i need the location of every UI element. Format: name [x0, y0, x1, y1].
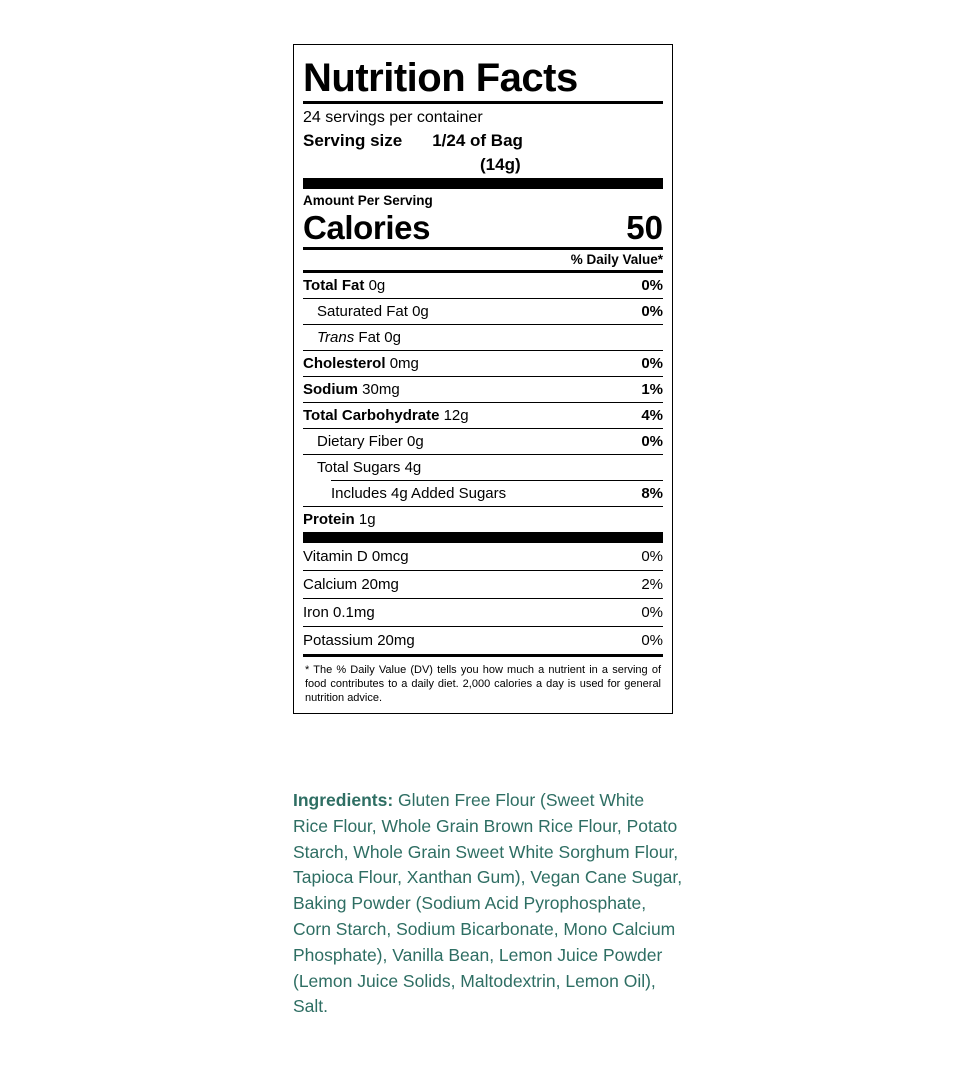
amount-per-serving-label: Amount Per Serving	[303, 193, 433, 208]
vitamin-dv: 0%	[641, 632, 663, 649]
nutrient-dv: 0%	[641, 433, 663, 450]
table-row	[303, 429, 663, 454]
calories-value: 50	[626, 209, 663, 246]
panel-title: Nutrition Facts	[303, 56, 578, 100]
table-row	[303, 481, 663, 506]
nutrient-name: Total Fat	[303, 277, 365, 294]
ingredients-block	[293, 788, 683, 1020]
nutrient-amount: 1g	[358, 511, 376, 528]
nutrient-dv: 0%	[641, 355, 663, 372]
calories-top-divider	[303, 178, 663, 189]
table-row	[303, 571, 663, 598]
nutrient-name: Dietary Fiber	[317, 433, 403, 450]
nutrient-dv: 0%	[641, 303, 663, 320]
vitamin-dv: 0%	[641, 604, 663, 621]
vitamin-name: Vitamin D 0mcg	[303, 548, 409, 565]
nutrient-amount: 0mg	[389, 355, 419, 372]
nutrient-amount: Fat 0g	[358, 329, 401, 346]
nutrient-name: Protein	[303, 511, 355, 528]
table-row	[303, 403, 663, 428]
table-row	[303, 273, 663, 298]
vitamin-dv: 2%	[641, 576, 663, 593]
nutrient-dv: 8%	[641, 485, 663, 502]
table-row	[303, 599, 663, 626]
servings-per-container: 24 servings per container	[303, 109, 483, 126]
nutrient-name: Cholesterol	[303, 355, 386, 372]
vitamin-name: Calcium 20mg	[303, 576, 399, 593]
vitamin-name: Potassium 20mg	[303, 632, 415, 649]
nutrient-amount: 4g	[404, 459, 422, 476]
table-row	[303, 299, 663, 324]
nutrient-dv: 4%	[641, 407, 663, 424]
nutrient-name: Sodium	[303, 381, 358, 398]
nutrient-amount: 12g	[443, 407, 469, 424]
nutrient-name: Total Sugars	[317, 459, 401, 476]
nutrient-name: Includes 4g Added Sugars	[331, 485, 507, 502]
calories-row	[303, 209, 663, 247]
daily-value-header: % Daily Value*	[570, 252, 663, 267]
table-row	[303, 325, 663, 350]
nutrient-amount: 0g	[412, 303, 429, 320]
serving-size-weight: (14g)	[480, 155, 521, 174]
nutrient-dv: 1%	[641, 381, 663, 398]
nutrient-amount: 30mg	[362, 381, 400, 398]
serving-size-row	[303, 130, 663, 154]
ingredients-heading: Ingredients:	[293, 790, 394, 810]
nutrient-amount: 0g	[407, 433, 424, 450]
table-row	[303, 377, 663, 402]
vitamin-dv: 0%	[641, 548, 663, 565]
serving-size-label: Serving size	[303, 131, 403, 150]
table-row	[303, 543, 663, 570]
nutrient-name: Total Carbohydrate	[303, 407, 440, 424]
vitamins-top-divider	[303, 532, 663, 543]
nutrient-dv: 0%	[641, 277, 663, 294]
calories-label: Calories	[303, 209, 431, 246]
nutrition-facts-panel	[293, 44, 673, 714]
nutrient-amount: 0g	[368, 277, 386, 294]
table-row	[303, 627, 663, 654]
table-row	[303, 455, 663, 480]
nutrient-name: Saturated Fat	[317, 303, 408, 320]
ingredients-text: Gluten Free Flour (Sweet White Rice Flour, Whole Grain Brown Rice Flour, Potato Starch, Whole Grain Sweet White Sorghum Flour, Tapioca Flour, Xanthan Gum), Vegan Cane Sugar, Baking Powder (Sodium Acid Pyrophosphate, Corn Starch, Sodium Bicarbonate, Mono Calcium Phosphate), Vanilla Bean, Lemon Juice Powder (Lemon Juice Solids, Maltodextrin, Lemon Oil), Salt.	[293, 790, 683, 1017]
daily-value-footnote: * The % Daily Value (DV) tells you how much a nutrient in a serving of food contributes to a daily diet. 2,000 calories a day is used for general nutrition advice.	[305, 664, 661, 704]
table-row	[303, 507, 663, 532]
serving-size-value: 1/24 of Bag	[432, 131, 523, 150]
nutrient-name: Trans	[317, 329, 355, 346]
table-row	[303, 351, 663, 376]
vitamin-name: Iron 0.1mg	[303, 604, 375, 621]
